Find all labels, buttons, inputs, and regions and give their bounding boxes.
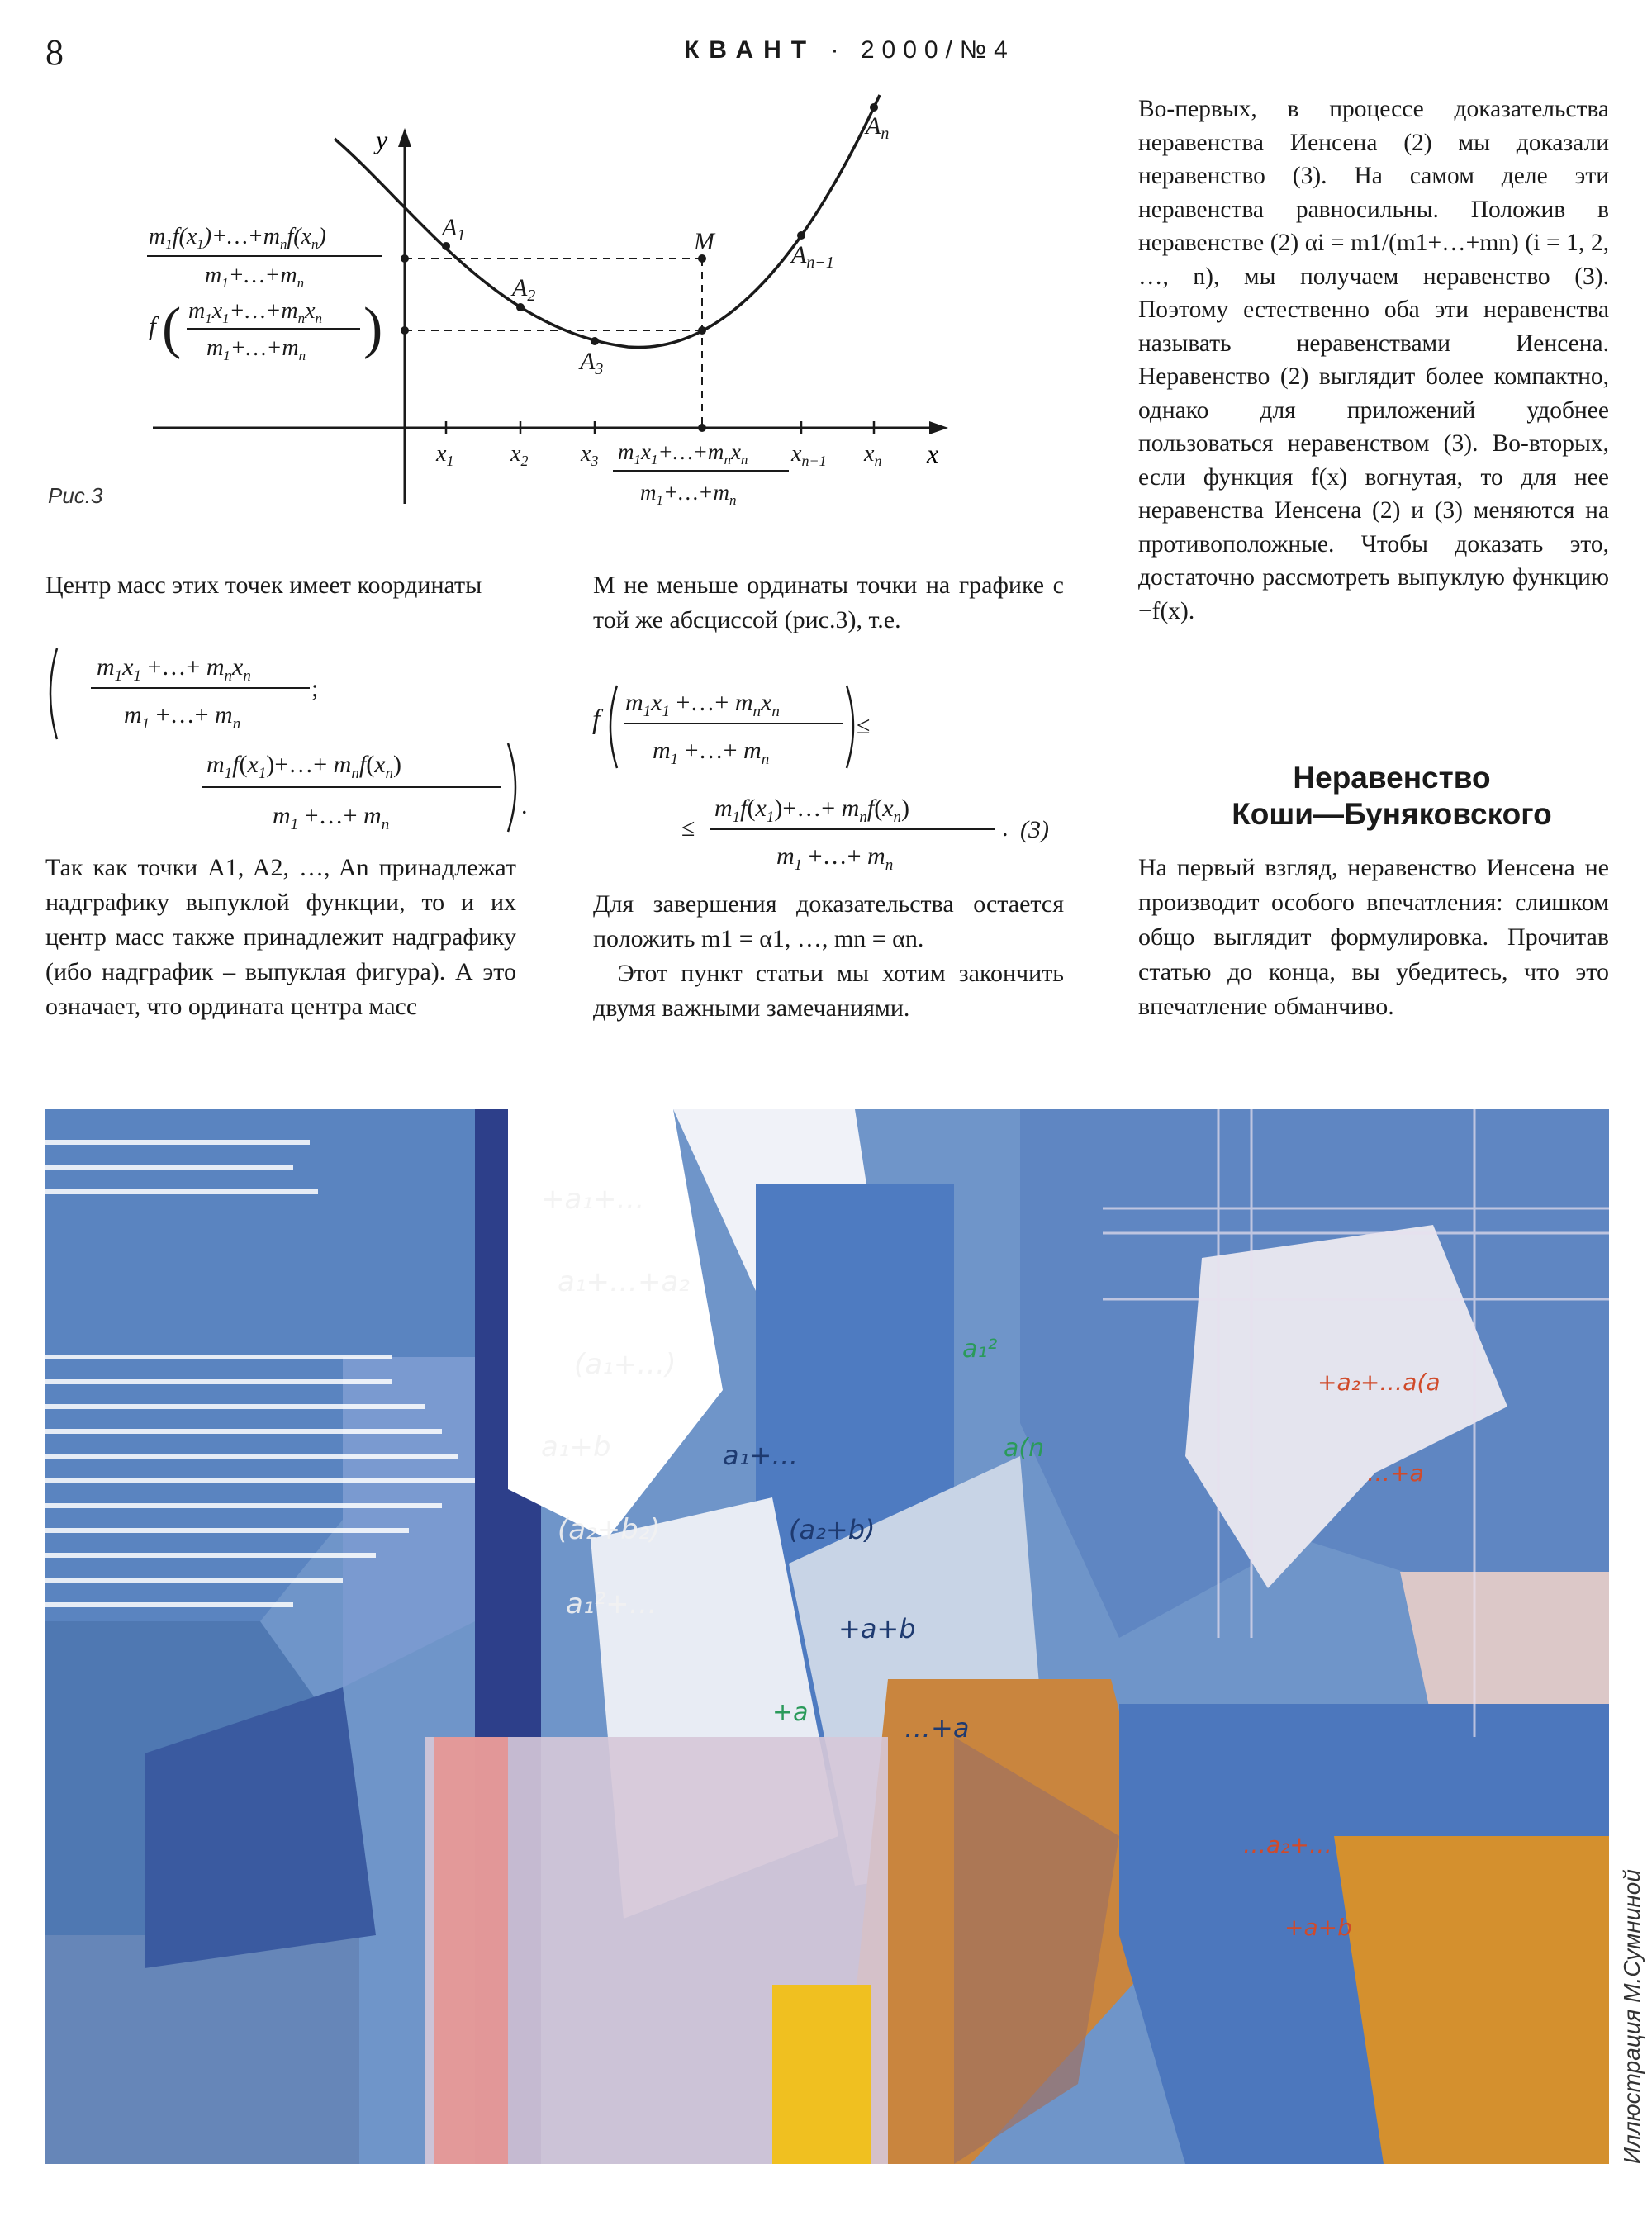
svg-text:+a+b: +a+b — [838, 1613, 916, 1644]
label-an: $A_n$ — [866, 112, 890, 143]
svg-text:m1x1 +…+ mnxn: $m_1x_1$ +…+ $m_nx_n$ — [97, 653, 251, 685]
journal-header — [684, 36, 1015, 64]
x-axis-arrow — [929, 421, 948, 434]
label-a2: $A_2$ — [512, 274, 536, 305]
center-of-mass-formula — [45, 640, 528, 838]
svg-text:a₁+b: a₁+b — [541, 1431, 611, 1464]
left-top-num: $m_1f(x_1)+\dots+m_nf(x_n)$ — [149, 224, 326, 252]
label-m: M — [694, 228, 714, 255]
jensen-inequality-3 — [591, 677, 1078, 875]
header-separator: · — [830, 36, 847, 64]
svg-text:f: f — [592, 705, 601, 735]
jensen-inequality-svg — [591, 677, 1078, 875]
left-bottom-paren-l: ( — [162, 297, 182, 360]
y-axis-label: y — [376, 125, 388, 154]
col3-paragraph-2: На первый взгляд, неравенство Иенсена не производит особого впечатления: слишком общо выглядит формулировка. Прочитав статью до конца, вы убедитесь, что это впечатление обманчиво. — [1138, 854, 1609, 1020]
svg-text:.: . — [1002, 814, 1009, 842]
bottom-frac-den: $m_1+\dots+m_n$ — [640, 480, 737, 508]
point-a2 — [516, 303, 525, 311]
svg-text:m1x1 +…+ mnxn: $m_1x_1$ +…+ $m_nx_n$ — [625, 689, 780, 720]
column-2-bottom — [593, 887, 1064, 1026]
point-an — [870, 103, 878, 112]
illustration — [45, 1109, 1609, 2164]
col2-paragraph-2: Для завершения доказательства остается положить m1 = α1, …, mn = αn. — [593, 890, 1064, 952]
svg-text:;: ; — [311, 675, 319, 702]
left-bottom-f: f — [149, 311, 156, 340]
svg-text:(a₂+b): (a₂+b) — [789, 1514, 876, 1545]
tick-label-x2: $x_2$ — [510, 441, 529, 469]
column-3-top — [1138, 93, 1609, 628]
svg-text:…+a: …+a — [1367, 1459, 1424, 1487]
left-top-den: $m_1+\dots+m_n$ — [205, 263, 305, 291]
svg-text:m1 +…+ mn: $m_1$ +…+ $m_n$ — [273, 802, 390, 833]
point-y-lower — [401, 326, 409, 335]
label-an1: $A_{n-1}$ — [791, 241, 834, 272]
point-x-m — [698, 424, 706, 432]
y-axis-arrow — [398, 128, 411, 147]
heading-line-1: Неравенство — [1293, 761, 1491, 795]
svg-text:…a₂+…: …a₂+… — [1243, 1831, 1332, 1858]
section-heading — [1136, 760, 1648, 833]
illustration-credit: Иллюстрация М.Сумниной — [1619, 1869, 1645, 2164]
col1-paragraph-2: Так как точки A1, A2, …, An принадлежат надграфику выпуклой функции, то и их центр масс также принадлежит надграфику (ибо надграфик – выпуклая фигура). А это означает, что ордината центра масс — [45, 854, 516, 1020]
svg-text:+a: +a — [772, 1698, 809, 1727]
left-bottom-paren-r: ) — [363, 297, 383, 360]
col3-paragraph-1: Во-первых, в процессе доказательства неравенства Иенсена (2) мы доказали неравенство (3). На самом деле эти неравенства равносильны. Положив в неравенстве (2) αi = m1/(m1+…+mn) (i = 1, 2, …, n), мы получаем неравенство (3). Поэтому естественно оба эти неравенства называть неравенствами Иенсена. Неравенство (2) выглядит более компактно, однако для приложений удобнее пользоваться неравенством (3). Во-вторых, если функция f(x) вогнутая, то для нее неравенства Иенсена (2) и (3) меняются на противоположные. Чтобы доказать это, достаточно рассмотреть выпуклую функцию −f(x). — [1138, 96, 1609, 624]
svg-text:m1f(x1)+…+ mnf(xn): $m_1f(x_1)+\dots+ m_nf(x_n)$ — [206, 751, 402, 782]
x-axis-label: x — [927, 439, 939, 468]
svg-text:+a₁+…: +a₁+… — [541, 1183, 645, 1216]
abstract-artwork — [45, 1109, 1609, 2164]
tick-label-xn1: $x_{n-1}$ — [791, 441, 827, 469]
label-a3: $A_3$ — [580, 348, 604, 378]
svg-text:.: . — [521, 792, 528, 819]
equation-number: (3) — [1020, 816, 1049, 843]
column-3-bottom — [1138, 851, 1609, 1024]
col1-paragraph-1: Центр масс этих точек имеет координаты — [45, 572, 482, 599]
svg-text:m1 +…+ mn: $m_1$ +…+ $m_n$ — [124, 701, 241, 733]
svg-text:(a₂+b₂): (a₂+b₂) — [558, 1513, 661, 1546]
svg-text:a(n: a(n — [1004, 1434, 1045, 1463]
point-an1 — [797, 231, 805, 240]
svg-text:+a₂+…a(a: +a₂+…a(a — [1317, 1369, 1441, 1396]
svg-text:a₁²: a₁² — [962, 1335, 998, 1364]
svg-text:m1 +…+ mn: $m_1$ +…+ $m_n$ — [653, 737, 770, 768]
figure-caption: Рис.3 — [48, 483, 103, 508]
point-a1 — [442, 242, 450, 250]
point-y-upper — [401, 254, 409, 263]
col2-paragraph-3: Этот пункт статьи мы хотим закончить двумя важными замечаниями. — [593, 960, 1064, 1022]
page-number: 8 — [45, 32, 64, 73]
svg-text:(a₁+…): (a₁+…) — [574, 1348, 676, 1381]
figure-3-graph — [0, 83, 991, 529]
svg-text:≤: ≤ — [681, 814, 695, 842]
heading-line-2: Коши—Буняковского — [1232, 797, 1552, 831]
svg-text:m1 +…+ mn: $m_1$ +…+ $m_n$ — [776, 842, 894, 874]
svg-text:a₁+…: a₁+… — [723, 1440, 799, 1471]
column-2-top — [593, 568, 1064, 638]
tick-label-xn: $x_n$ — [864, 441, 882, 469]
left-bottom-den: $m_1+\dots+m_n$ — [206, 335, 306, 363]
tick-label-x1: $x_1$ — [436, 441, 454, 469]
svg-text:m1f(x1)+…+ mnf(xn): $m_1f(x_1)+\dots+ m_nf(x_n)$ — [714, 795, 910, 826]
point-m-curve — [698, 326, 706, 335]
svg-text:≤: ≤ — [857, 712, 871, 739]
svg-text:a₁+…+a₂: a₁+…+a₂ — [558, 1265, 690, 1298]
svg-text:…+a: …+a — [904, 1712, 970, 1744]
convex-curve — [335, 95, 880, 348]
svg-text:a₁²+…: a₁²+… — [566, 1587, 657, 1620]
left-bottom-num: $m_1x_1+\dots+m_nx_n$ — [188, 298, 323, 326]
journal-issue: 2000/№4 — [860, 36, 1015, 64]
label-a1: $A_1$ — [442, 214, 466, 244]
column-1-top — [45, 568, 516, 603]
tick-label-x3: $x_3$ — [581, 441, 599, 469]
journal-title: КВАНТ — [684, 36, 817, 64]
svg-text:+a+b: +a+b — [1284, 1914, 1352, 1941]
column-1-bottom — [45, 851, 516, 1024]
point-m — [698, 254, 706, 263]
center-of-mass-svg — [45, 640, 541, 838]
point-a3 — [591, 337, 599, 345]
bottom-frac-num: $m_1x_1+\dots+m_nx_n$ — [618, 439, 748, 467]
col2-paragraph-1: M не меньше ординаты точки на графике с той же абсциссой (рис.3), т.е. — [593, 572, 1064, 633]
